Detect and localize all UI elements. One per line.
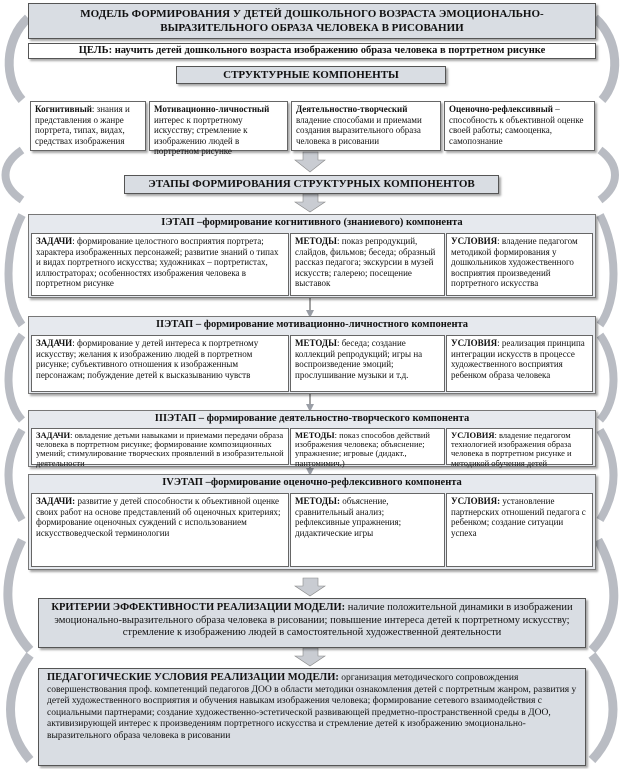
stage-1-conditions (446, 233, 593, 296)
model-title (28, 3, 596, 39)
criteria-text: наличие положительной динамики в изображении эмоционально-выразительного образа человека в рисовании; повышение интереса детей к портретному искусству; стремление к изображению людей в самостоятельной художественной деятельности (54, 602, 573, 638)
stage-3-tasks (31, 428, 289, 468)
pedagogical-conditions-label: ПЕДАГОГИЧЕСКИЕ УСЛОВИЯ РЕАЛИЗАЦИИ МОДЕЛИ: (47, 672, 339, 683)
component-text: : знания и представления о жанре портрета, типах, видах, средствах изображения (35, 104, 130, 146)
stage-2-tasks (31, 335, 289, 392)
pedagogical-conditions-text: организация методического сопровождения совершенствования проф. компетенций педагогов ДОО в области методики ознакомления детей с портретным жанром, развития у детей художественного восприятия и обучения навыкам изображения человека; формирование сетевого взаимодействия с социальными партнерами; создание художественно-эстетической развивающей предметно-пространственной среды в ДОО, активизирующей интерес к произведениям портретного искусства и стремление детей к изображению эмоционально-выразительного образа человека в рисовании (47, 673, 577, 741)
right-curve-arrow (600, 335, 614, 420)
goal-box (28, 43, 596, 59)
components-header (176, 66, 446, 84)
conditions-label: УСЛОВИЯ (451, 236, 498, 246)
down-block-arrow (295, 152, 325, 172)
stages-header (124, 175, 499, 194)
component-evaluative (444, 101, 595, 151)
tasks-label: ЗАДАЧИ (36, 236, 73, 246)
stages-header-text: ЭТАПЫ ФОРМИРОВАНИЯ СТРУКТУРНЫХ КОМПОНЕНТОВ (148, 178, 475, 190)
down-block-arrow (295, 648, 325, 666)
down-block-arrow (295, 194, 325, 212)
component-name: Когнитивный (35, 104, 92, 114)
methods-label: МЕТОДЫ (295, 338, 337, 348)
conditions-label: УСЛОВИЯ (451, 338, 498, 348)
stage-title: IIIЭТАП – формирование деятельностно-творческого компонента (154, 413, 470, 424)
stage-title: IIЭТАП – формирование мотивационно-личностного компонента (155, 319, 469, 330)
stage-2-methods (290, 335, 445, 392)
component-name: Оценочно-рефлексивный (449, 104, 553, 114)
tasks-label: ЗАДАЧИ (36, 430, 71, 440)
left-curve-arrow (9, 18, 28, 100)
criteria-label: КРИТЕРИИ ЭФФЕКТИВНОСТИ РЕАЛИЗАЦИИ МОДЕЛИ: (51, 602, 346, 613)
stage-3-methods (290, 428, 445, 468)
component-text: интерес к портретному искусству; стремление к изображению людей в портретном рисунке (154, 114, 248, 157)
tasks-text: : овладение детьми навыками и приемами передачи образа человека в портретном рисунке; формирование композиционных умений; стимулирование творческих проявлений в изобразительной деятельности (36, 430, 284, 468)
right-curve-arrow (600, 215, 614, 325)
tasks-text: : формирование целостного восприятия портрета; характера изображенных персонажей; развитие знаний о типах и видах портретного искусства; художниках – портретистах, иллюстраторах; особенностях изображения человека в портретном рисунке (36, 236, 279, 289)
component-motivational (149, 101, 288, 157)
right-curve-arrow (592, 655, 613, 760)
pedagogical-conditions-box (38, 668, 586, 766)
tasks-text: : формирование у детей интереса к портретному искусству; желания к изображению людей в портретном рисунке; субъективного отношения к изображенным персонажам; побуждение детей к высказыванию чувств (36, 338, 259, 380)
stage-title: IVЭТАП –формирование оценочно-рефлексивного компонента (162, 477, 462, 488)
conditions-label: УСЛОВИЯ (451, 430, 495, 440)
methods-text: : показ способов действий изображения человека; объяснение; упражнение; игровые (дидакт., пантомимич.) (295, 430, 430, 468)
component-text: владение способами и приемами создания выразительного образа человека в рисовании (296, 114, 422, 146)
goal-text: научить детей дошкольного возраста изображению образа человека в портретном рисунке (114, 45, 546, 56)
component-text: – способность к объективной оценке своей работы; самооценка, самопознание (449, 104, 584, 146)
stage-title: IЭТАП –формирование когнитивного (знаниевого) компонента (161, 217, 463, 228)
component-cognitive (30, 101, 146, 151)
left-curve-arrow (9, 335, 23, 420)
component-activity (291, 101, 441, 151)
tasks-label: ЗАДАЧИ (36, 338, 73, 348)
left-curve-arrow (9, 215, 23, 325)
methods-text: : беседа; создание коллекций репродукций; игры на воспроизведение эмоций; прослушивание музыки и т.д. (295, 338, 423, 380)
tasks-text: развитие у детей способности к объективной оценке своих работ на основе представлений об оценочных критериях; формирование оценочных суждений с использованием искусствоведческой терминологии (36, 496, 281, 538)
criteria-box (38, 598, 586, 648)
component-name: Мотивационно-личностный (154, 104, 270, 114)
conditions-text: : реализация принципа интеграции искусств в процессе художественного восприятия ребенком образа человека (451, 338, 585, 380)
model-title-text: МОДЕЛЬ ФОРМИРОВАНИЯ У ДЕТЕЙ ДОШКОЛЬНОГО ВОЗРАСТА ЭМОЦИОНАЛЬНО-ВЫРАЗИТЕЛЬНОГО ОБРАЗА ЧЕЛОВЕКА В РИСОВАНИИ (80, 8, 544, 34)
conditions-label: УСЛОВИЯ: (451, 496, 501, 506)
right-curve-arrow (595, 18, 615, 100)
stage-3-conditions (446, 428, 593, 468)
methods-label: МЕТОДЫ (295, 236, 337, 246)
stage-4-tasks (31, 493, 289, 567)
stage-2-conditions (446, 335, 593, 392)
component-name: Деятельностно-творческий (296, 104, 408, 114)
methods-label: МЕТОДЫ (295, 430, 335, 440)
right-curve-arrow (600, 430, 614, 520)
stage-1-methods (290, 233, 445, 296)
stage-1-tasks (31, 233, 289, 296)
left-curve-arrow (8, 540, 30, 650)
conditions-text: : владение педагогом технологией изображения образа человека в портретном рисунке и методикой обучения детей (451, 430, 572, 468)
left-curve-arrow (6, 150, 23, 200)
right-curve-arrow (600, 150, 615, 200)
left-curve-arrow (9, 430, 23, 520)
left-curve-arrow (11, 655, 31, 760)
conditions-text: установление партнерских отношений педагога с ребенком; создание ситуации успеха (451, 496, 586, 538)
goal-label: ЦЕЛЬ: (78, 45, 113, 56)
methods-text: объяснение, сравнительный анализ; рефлексивные упражнения; дидактические игры (295, 496, 402, 538)
down-block-arrow (295, 578, 325, 596)
methods-label: МЕТОДЫ: (295, 496, 340, 506)
conditions-text: : владение педагогом методикой формирования у дошкольников художественного восприятия произведений портретного искусства (451, 236, 578, 289)
tasks-label: ЗАДАЧИ: (36, 496, 76, 506)
stage-4-conditions (446, 493, 593, 567)
stage-4-methods (290, 493, 445, 567)
methods-text: : показ репродукций, слайдов, фильмов; беседа; образный рассказ педагога; экскурсии в музей искусств; галерею; посещение выставок (295, 236, 436, 289)
components-header-text: СТРУКТУРНЫЕ КОМПОНЕНТЫ (223, 69, 399, 81)
